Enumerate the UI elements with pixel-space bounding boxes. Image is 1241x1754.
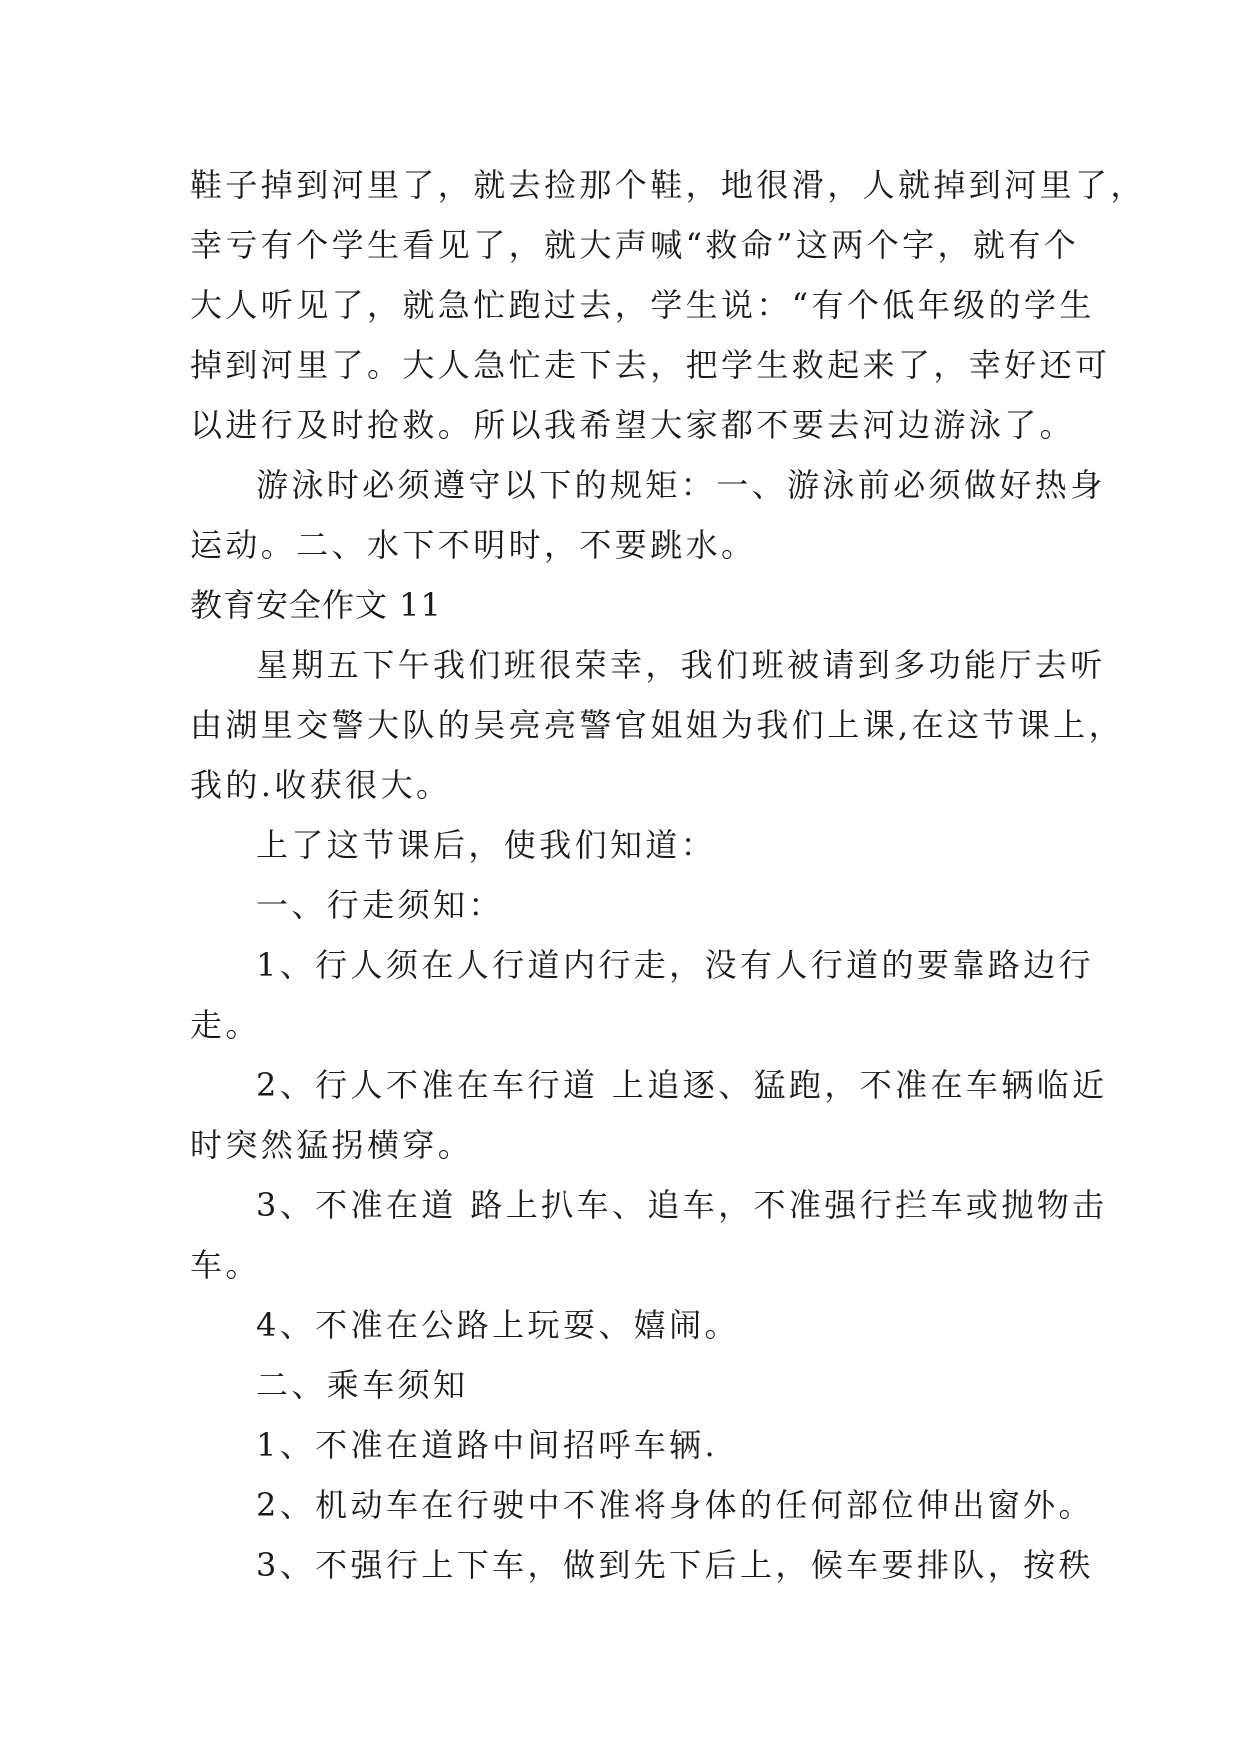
list-item: 3、不准在道 路上扒车、追车，不准强行拦车或抛物击: [256, 1186, 1108, 1224]
list-item: 2、行人不准在车行道 上追逐、猛跑，不准在车辆临近: [256, 1066, 1108, 1104]
list-item: 3、不强行上下车，做到先下后上，候车要排队，按秩: [256, 1546, 1094, 1584]
text-line: 幸亏有个学生看见了，就大声喊“救命”这两个字，就有个: [190, 226, 1080, 264]
text-line: 我的.收获很大。: [190, 766, 452, 804]
list-item: 2、机动车在行驶中不准将身体的任何部位伸出窗外。: [256, 1486, 1094, 1524]
text-line: 走。: [190, 1006, 261, 1044]
list-item: 1、不准在道路中间招呼车辆.: [256, 1426, 719, 1464]
text-line: 鞋子掉到河里了，就去捡那个鞋，地很滑，人就掉到河里了，: [190, 166, 1146, 204]
text-line: 以进行及时抢救。所以我希望大家都不要去河边游泳了。: [190, 406, 1076, 444]
text-line: 大人听见了，就急忙跑过去，学生说：“有个低年级的学生: [190, 286, 1095, 324]
paragraph-start: 游泳时必须遵守以下的规矩：一、游泳前必须做好热身: [256, 466, 1106, 504]
text-line: 车。: [190, 1246, 261, 1284]
text-line: 运动。二、水下不明时，不要跳水。: [190, 526, 757, 564]
document-body: [190, 155, 1146, 1595]
text-line: 掉到河里了。大人急忙走下去，把学生救起来了，幸好还可: [190, 346, 1111, 384]
paragraph-start: 上了这节课后，使我们知道：: [256, 826, 717, 864]
text-line: 由湖里交警大队的吴亮亮警官姐姐为我们上课,在这节课上，: [190, 706, 1124, 744]
list-item: 1、行人须在人行道内行走，没有人行道的要靠路边行: [256, 946, 1094, 984]
list-heading: 一、行走须知：: [256, 886, 504, 924]
list-heading: 二、乘车须知: [256, 1366, 469, 1404]
list-item: 4、不准在公路上玩耍、嬉闹。: [256, 1306, 740, 1344]
text-line: 时突然猛拐横穿。: [190, 1126, 474, 1164]
section-heading: 教育安全作文 11: [190, 586, 442, 624]
paragraph-start: 星期五下午我们班很荣幸，我们班被请到多功能厅去听: [256, 646, 1106, 684]
